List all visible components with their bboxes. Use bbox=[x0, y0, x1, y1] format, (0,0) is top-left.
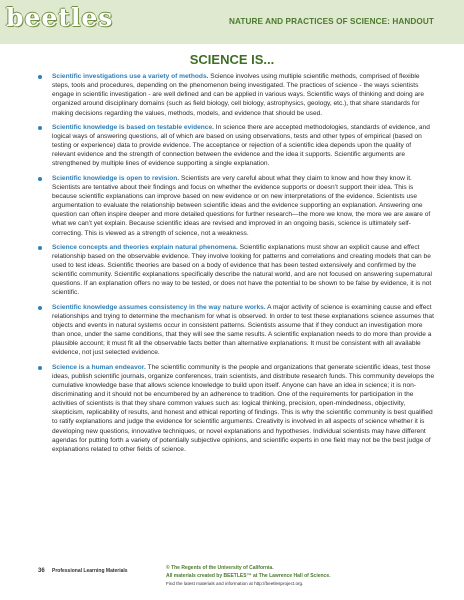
item-heading: Scientific investigations use a variety of methods. bbox=[52, 73, 209, 80]
list-item bbox=[38, 123, 436, 169]
list-item bbox=[38, 303, 436, 358]
item-body: The scientific community is the people and organizations that generate scientific ideas, test those ideas, publish scientific journals, organize conferences, train scientists, and distribute research funds. This community develops the cumulative knowledge base that allows science knowledge to build upon itself. Anyone can have an idea in science; it is non-discriminating and it should not be encumbered by an adherence to tradition. One of the requirements for participation in the activities of scientists is that they share common values such as: logical thinking, precision, open-mindedness, objectivity, skepticism, replicability of results, and honest and ethical reporting of findings. This is why the scientific community is best qualified to ratify explanations and judge the evidence for scientific arguments. Creativity is involved in all aspects of science whether it is developing new questions, innovative techniques, or novel explanations and hypotheses. Individual scientists may have different agendas for putting forth a variety of potentially subjective opinions, and scientific experts in one field may not be the best judge of explanations related to other fields of science. bbox=[52, 363, 435, 453]
item-text bbox=[52, 363, 436, 455]
footer-label: Professional Learning Materials bbox=[52, 568, 128, 574]
copyright-line: © The Regents of the University of California. bbox=[166, 565, 274, 571]
page-footer bbox=[0, 558, 464, 600]
beetles-logo: beetles bbox=[6, 3, 114, 32]
item-text bbox=[52, 303, 436, 358]
item-text bbox=[52, 72, 436, 118]
item-heading: Scientific knowledge is based on testable evidence. bbox=[52, 123, 214, 131]
bullet-icon bbox=[38, 126, 42, 130]
page-header bbox=[0, 0, 464, 44]
copyright-line: All materials created by BEETLES™ at The Lawrence Hall of Science. bbox=[166, 573, 331, 579]
list-item bbox=[38, 243, 436, 298]
bullet-icon bbox=[38, 75, 42, 79]
item-text bbox=[52, 243, 436, 298]
item-body: In science there are accepted methodologies, standards of evidence, and logical ways of answering questions, all of which are based on using observations, tests and other types of empirical (based on testing or experience) data to provide evidence. The acceptance or rejection of a scientific idea depends upon the quality of relevant evidence and the strength of connection between the evidence and the idea it supports. Scientific arguments are strengthened by multiple lines of evidence supporting a single explanation. bbox=[52, 123, 430, 168]
item-heading: Scientific knowledge assumes consistency in the way nature works. bbox=[52, 303, 266, 311]
item-heading: Science concepts and theories explain natural phenomena. bbox=[52, 243, 238, 251]
page-title: SCIENCE IS... bbox=[189, 52, 275, 67]
item-body: Scientists are very careful about what they claim to know and how they know it. Scientists are tentative about their findings and focus on whether the evidence supports or doesn’t support their idea. This is because scientific explanations can improve based on new evidence or on new interpretations of the evidence. Scientists use argumentation to evaluate the relationship between scientific ideas and the evidence supporting an explanation. Answering one question can often inspire deeper and more detailed questions for further research—the more we know, the more we are aware of what we can’t yet explain. Because scientific ideas are revised and improved in an ongoing basis, science is ultimately self-correcting. This is viewed as a strength of science, not a weakness. bbox=[52, 174, 431, 237]
bullet-list bbox=[38, 72, 436, 459]
item-heading: Science is a human endeavor. bbox=[52, 363, 146, 371]
item-body: Scientific explanations must show an explicit cause and effect relationship based on the observable evidence. They involve looking for patterns and correlations and creating models that can be used to test ideas. Scientific theories are based on a body of evidence that has been tested extensively and confirmed by the scientific community. Scientific explanations specifically describe the natural world, and are not focused on answering supernatural questions. If an explanation offers no way to be tested, or does not have the potential to be shown to be false by evidence, it is not scientific. bbox=[52, 243, 432, 297]
list-item bbox=[38, 72, 436, 118]
bullet-icon bbox=[38, 306, 42, 310]
page-number: 36 bbox=[38, 568, 45, 574]
bullet-icon bbox=[38, 366, 42, 370]
item-body: Science involves using multiple scientific methods, comprised of flexible steps, tools and procedures, depending on the phenomenon being investigated. The practices of science - the ways scientists engage in scientific investigation - are well defined and can be applied in various ways. Scientific ways of thinking and doing are organized around disciplinary domains (such as field biology, cell biology, astrophysics, geology, etc.), that share standards for making decisions regarding the values, methods, models, and evidence that should be used. bbox=[52, 73, 425, 117]
item-text bbox=[52, 174, 436, 238]
bullet-icon bbox=[38, 177, 42, 181]
item-body: A major activity of science is examining cause and effect relationships and trying to determine the mechanism for what is observed. In order to test these explanations science assumes that objects and events in natural systems occur in consistent patterns. Scientists assume that if they conduct an investigation more than once, under the same conditions, that they will see the same results. A scientific explanation needs to do more than provide a plausible account; it must fit all the observable facts better than alternative explanations. It must be consistent with all available evidence, not just selected evidence. bbox=[52, 303, 434, 357]
bullet-icon bbox=[38, 246, 42, 250]
item-text bbox=[52, 123, 436, 169]
item-heading: Scientific knowledge is open to revision. bbox=[52, 174, 180, 182]
handout-title: NATURE AND PRACTICES OF SCIENCE: HANDOUT bbox=[228, 17, 434, 26]
list-item bbox=[38, 363, 436, 455]
list-item bbox=[38, 174, 436, 238]
website-line: Find the latest materials and information at http://beetlesproject.org. bbox=[166, 581, 304, 586]
